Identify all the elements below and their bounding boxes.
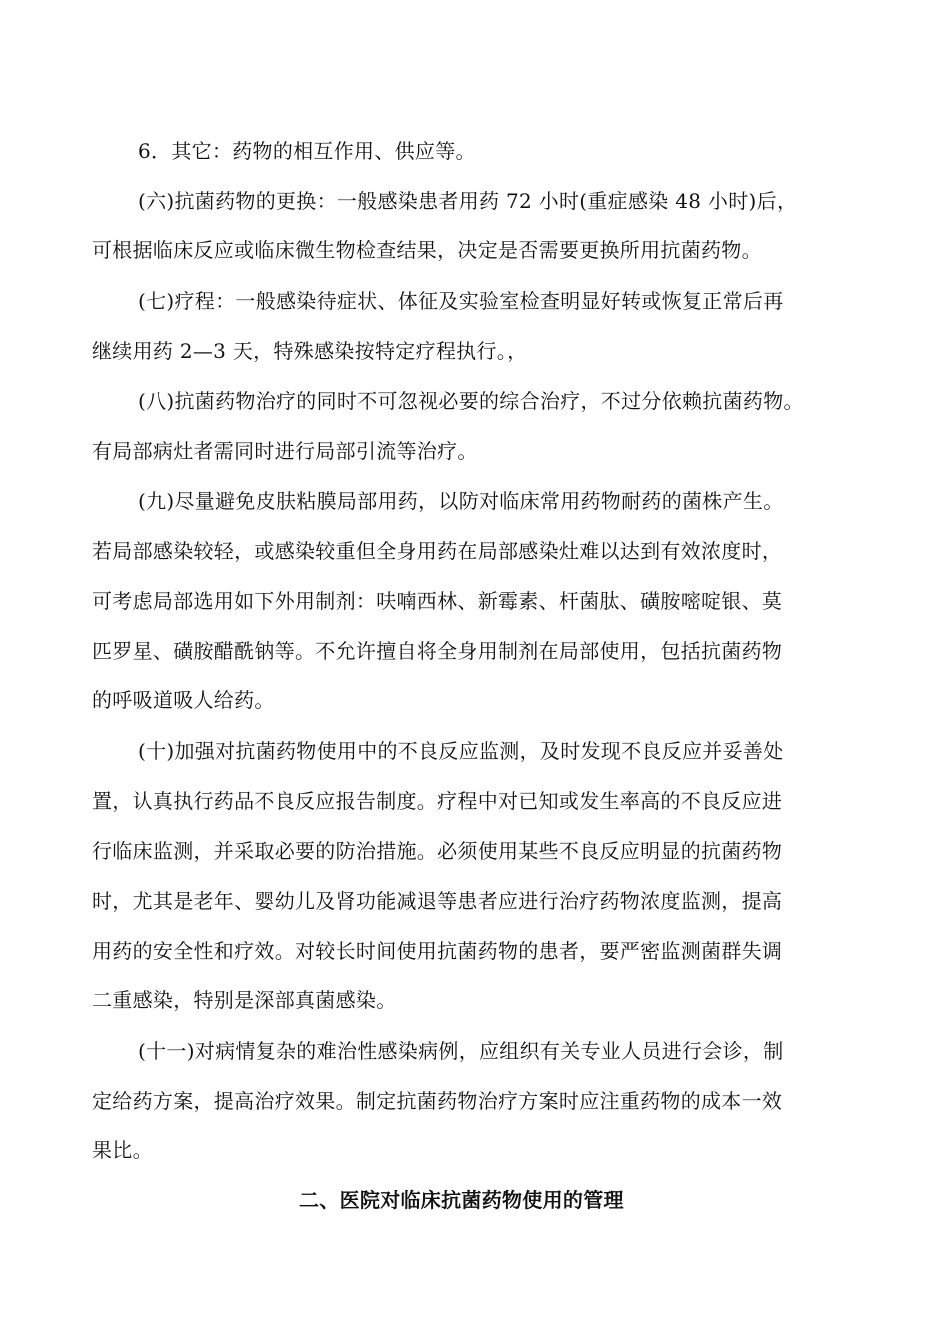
paragraph-line: (七)疗程：一般感染待症状、体征及实验室检查明显好转或恢复正常后再 [138, 289, 784, 313]
paragraph-line: 的呼吸道吸人给药。 [92, 688, 275, 712]
paragraph-line: 行临床监测，并采取必要的防治措施。必须使用某些不良反应明显的抗菌药物 [92, 839, 783, 863]
paragraph-line: 定给药方案，提高治疗效果。制定抗菌药物治疗方案时应注重药物的成本一效 [92, 1089, 783, 1113]
paragraph-line: 果比。 [92, 1138, 153, 1162]
paragraph-line: 可根据临床反应或临床微生物检查结果，决定是否需要更换所用抗菌药物。 [92, 238, 762, 262]
paragraph-line: (十)加强对抗菌药物使用中的不良反应监测，及时发现不良反应并妥善处 [138, 739, 784, 763]
paragraph-line: 继续用药 2—3 天，特殊感染按特定疗程执行。， [92, 339, 528, 363]
paragraph-line: 若局部感染较轻，或感染较重但全身用药在局部感染灶难以达到有效浓度时， [92, 539, 783, 563]
paragraph-line: 置，认真执行药品不良反应报告制度。疗程中对已知或发生率高的不良反应进 [92, 789, 783, 813]
paragraph-line: (八)抗菌药物治疗的同时不可忽视必要的综合治疗，不过分依赖抗菌药物。 [138, 389, 804, 413]
paragraph-line: 二重感染，特别是深部真菌感染。 [92, 988, 397, 1012]
section-heading: 二、医院对临床抗菌药物使用的管理 [299, 1188, 624, 1212]
paragraph-line: 6．其它：药物的相互作用、供应等。 [138, 139, 476, 163]
paragraph-line: (十一)对病情复杂的难治性感染病例，应组织有关专业人员进行会诊，制 [138, 1039, 784, 1063]
paragraph-line: 有局部病灶者需同时进行局部引流等治疗。 [92, 439, 478, 463]
paragraph-line: 时，尤其是老年、婴幼儿及肾功能减退等患者应进行治疗药物浓度监测，提高 [92, 889, 783, 913]
paragraph-line: (六)抗菌药物的更换：一般感染患者用药 72 小时(重症感染 48 小时)后， [138, 189, 798, 213]
paragraph-line: 用药的安全性和疗效。对较长时间使用抗菌药物的患者，要严密监测菌群失调 [92, 939, 783, 963]
paragraph-line: (九)尽量避免皮肤粘膜局部用药，以防对临床常用药物耐药的菌株产生。 [138, 489, 784, 513]
paragraph-line: 可考虑局部选用如下外用制剂：呋喃西林、新霉素、杆菌肽、磺胺嘧啶银、莫 [92, 589, 783, 613]
paragraph-line: 匹罗星、磺胺醋酰钠等。不允许擅自将全身用制剂在局部使用，包括抗菌药物 [92, 639, 783, 663]
